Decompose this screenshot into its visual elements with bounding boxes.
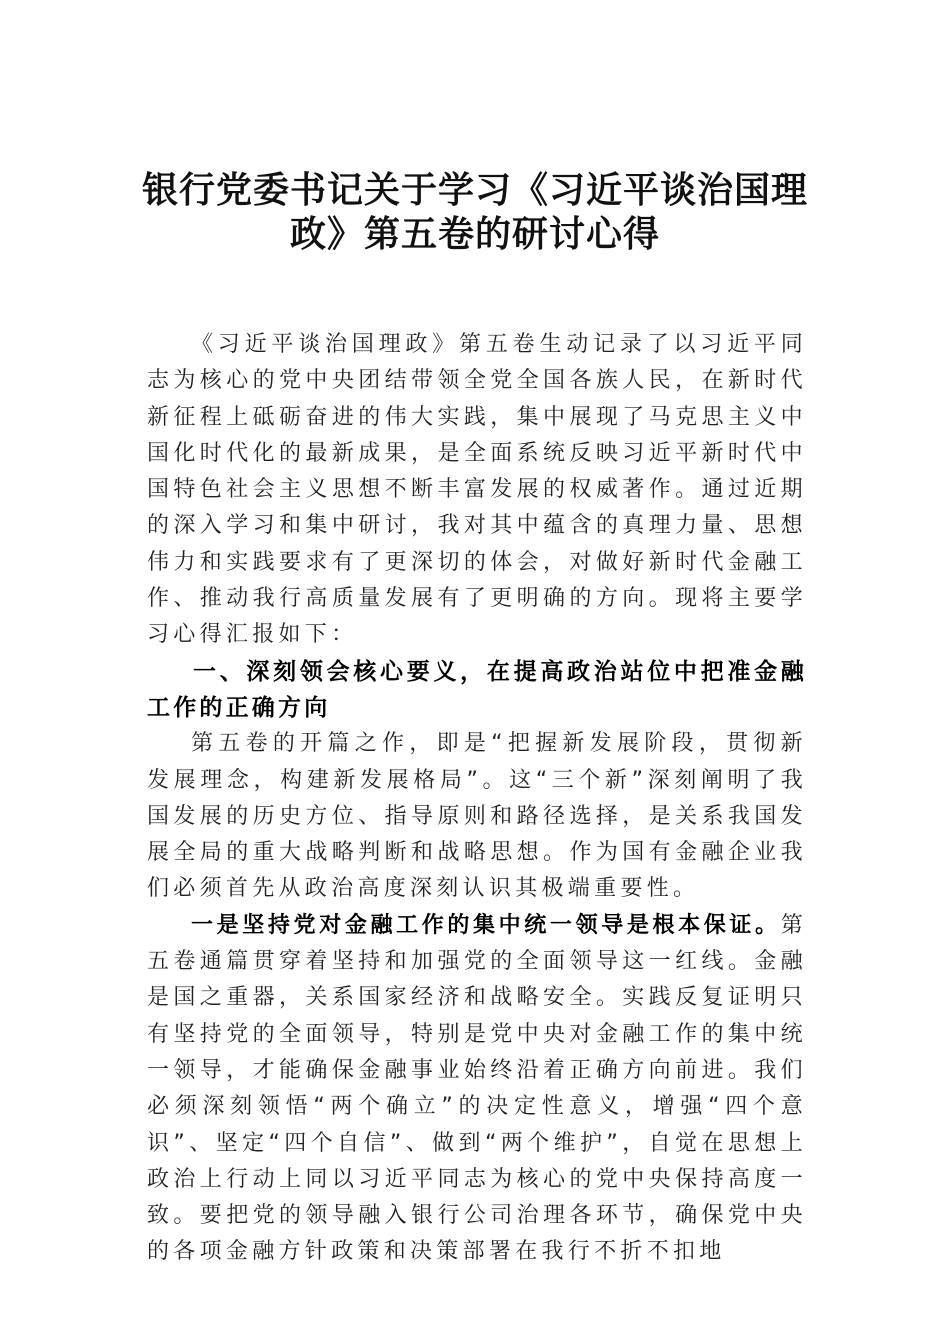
- section-1-paragraph-2: [147, 908, 807, 1271]
- paragraph-body-text: 第五卷通篇贯穿着坚持和加强党的全面领导这一红线。金融是国之重器，关系国家经济和战略安全。实践反复证明只有坚持党的全面领导，特别是党中央对金融工作的集中统一领导，才能确保金融事业始终沿着正确方向前进。我们必须深刻领悟“两个确立”的决定性意义，增强“四个意识”、坚定“四个自信”、做到“两个维护”，自觉在思想上政治上行动上同以习近平同志为核心的党中央保持高度一致。要把党的领导融入银行公司治理各环节，确保党中央的各项金融方针政策和决策部署在我行不折不扣地: [147, 912, 807, 1265]
- document-body: [147, 327, 807, 1271]
- intro-paragraph: 《习近平谈治国理政》第五卷生动记录了以习近平同志为核心的党中央团结带领全党全国各族人民，在新时代新征程上砥砺奋进的伟大实践，集中展现了马克思主义中国化时代化的最新成果，是全面系统反映习近平新时代中国特色社会主义思想不断丰富发展的权威著作。通过近期的深入学习和集中研讨，我对其中蕴含的真理力量、思想伟力和实践要求有了更深切的体会，对做好新时代金融工作、推动我行高质量发展有了更明确的方向。现将主要学习心得汇报如下：: [147, 332, 807, 648]
- section-heading-1: 一、深刻领会核心要义，在提高政治站位中把准金融工作的正确方向: [147, 658, 807, 721]
- paragraph-lead-sentence: 一是坚持党对金融工作的集中统一领导是根本保证。: [191, 912, 781, 938]
- section-1-paragraph-1: 第五卷的开篇之作，即是“把握新发展阶段，贯彻新发展理念，构建新发展格局”。这“三个新”深刻阐明了我国发展的历史方位、指导原则和路径选择，是关系我国发展全局的重大战略判断和战略思想。作为国有金融企业我们必须首先从政治高度深刻认识其极端重要性。: [147, 731, 807, 902]
- document-title-line-2: 政》第五卷的研讨心得: [289, 213, 660, 255]
- document-title-line-1: 银行党委书记关于学习《习近平谈治国理: [141, 169, 808, 211]
